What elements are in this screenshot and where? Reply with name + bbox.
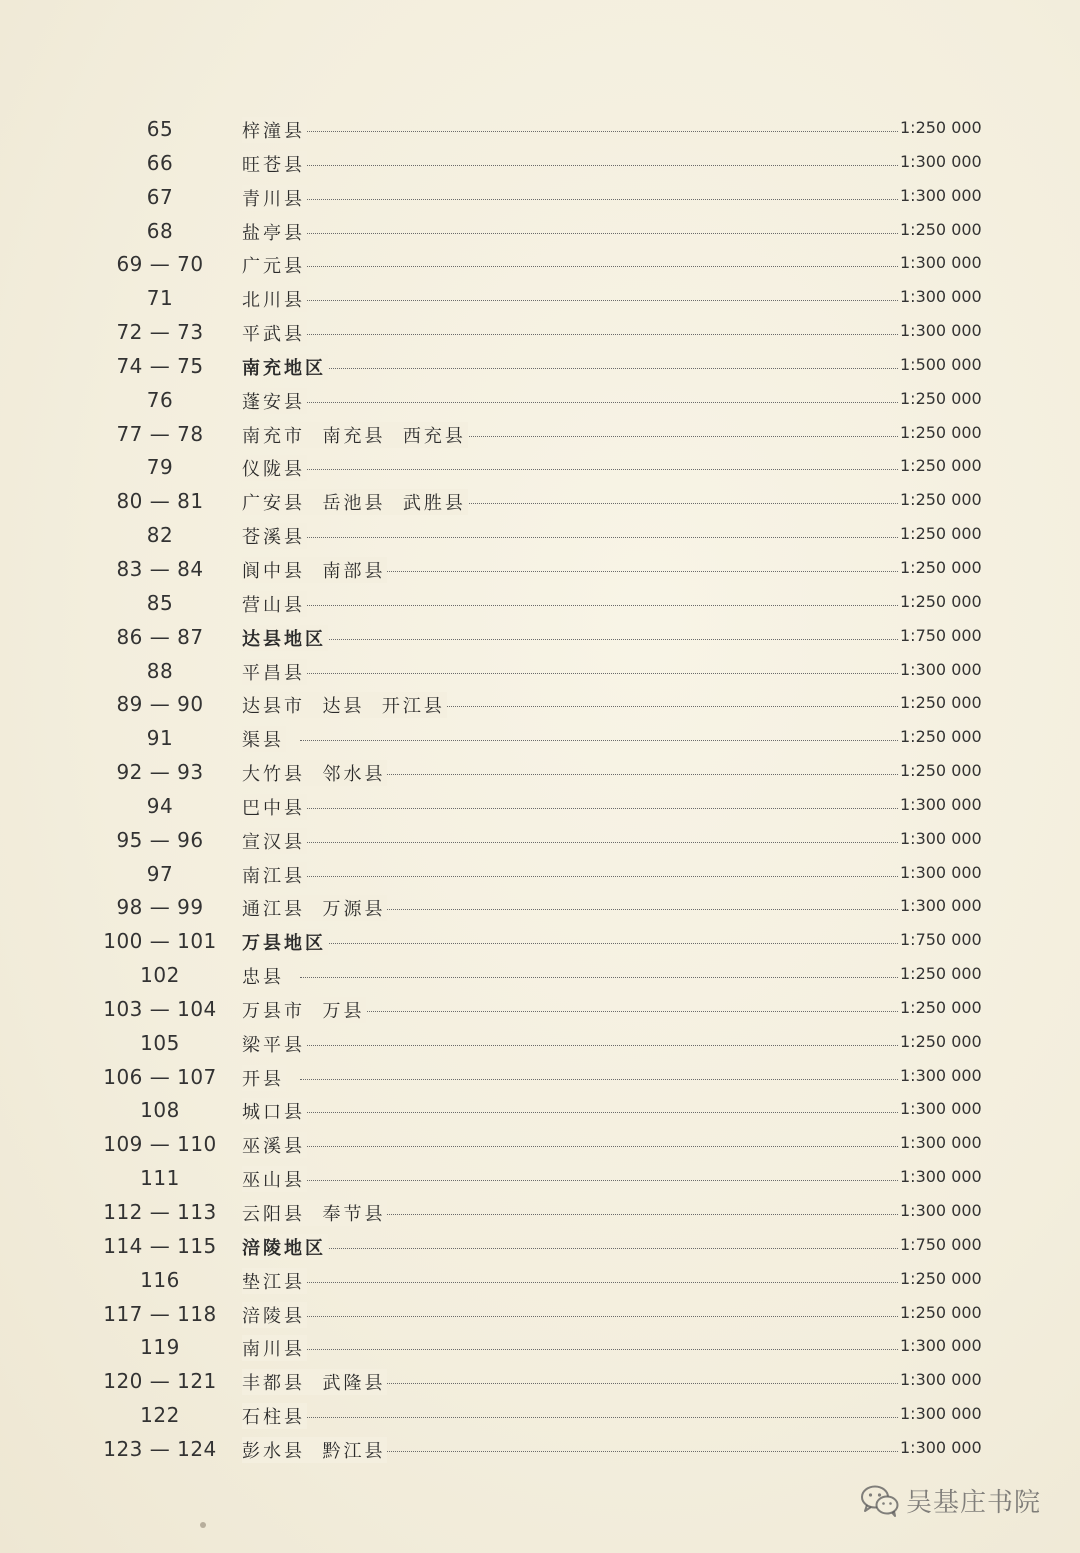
- dot-leader: [300, 639, 898, 640]
- toc-county-title: 石柱县: [242, 1403, 307, 1429]
- toc-map-scale: 1:250 000: [900, 761, 982, 781]
- toc-map-scale: 1:300 000: [900, 1167, 982, 1187]
- toc-page-range: 79: [146, 455, 174, 480]
- toc-map-scale: 1:750 000: [900, 930, 982, 950]
- toc-county-title: 平武县: [242, 320, 307, 346]
- toc-page-range: 85: [146, 590, 174, 615]
- toc-page-range: 119: [140, 1335, 180, 1360]
- toc-map-scale: 1:250 000: [900, 1031, 982, 1051]
- toc-county-title: 广安县 岳池县 武胜县: [242, 489, 468, 515]
- toc-map-scale: 1:250 000: [900, 422, 982, 442]
- toc-map-scale: 1:300 000: [900, 828, 982, 848]
- toc-row: [0, 959, 1080, 993]
- toc-row: [0, 587, 1080, 621]
- toc-page-range: 66: [146, 150, 174, 175]
- toc-county-title: 北川县: [242, 286, 307, 312]
- toc-county-title: 万县市 万县: [242, 997, 366, 1023]
- toc-page-range: 112 — 113: [103, 1200, 217, 1224]
- dot-leader: [300, 1282, 898, 1283]
- toc-map-scale: 1:300 000: [900, 1133, 982, 1153]
- toc-page-range: 111: [140, 1166, 180, 1191]
- toc-row: [0, 790, 1080, 824]
- toc-map-scale: 1:300 000: [900, 1065, 982, 1085]
- toc-page-range: 114 — 115: [103, 1233, 217, 1258]
- toc-page-range: 89 — 90: [116, 692, 204, 717]
- toc-map-scale: 1:750 000: [900, 625, 982, 645]
- toc-row: [0, 1264, 1080, 1298]
- toc-map-scale: 1:300 000: [900, 1370, 982, 1390]
- toc-county-title: 广元县: [242, 252, 307, 278]
- watermark: [860, 1482, 1041, 1519]
- dot-leader: [300, 1011, 898, 1012]
- toc-county-title: 旺苍县: [242, 151, 307, 177]
- dot-leader: [300, 1045, 898, 1046]
- toc-county-title: 梓潼县: [242, 117, 307, 143]
- dot-leader: [300, 605, 898, 606]
- toc-row: [0, 621, 1080, 655]
- toc-page-range: 82: [146, 523, 174, 548]
- toc-page-range: 68: [146, 218, 174, 243]
- dot-leader: [300, 199, 898, 200]
- toc-row: [0, 925, 1080, 959]
- toc-row: [0, 1196, 1080, 1230]
- toc-page-range: 109 — 110: [103, 1132, 217, 1157]
- toc-county-title: 城口县: [242, 1098, 307, 1124]
- toc-county-title: 忠县: [242, 963, 286, 989]
- toc-county-title: 巫溪县: [242, 1132, 307, 1158]
- toc-row: [0, 1061, 1080, 1095]
- toc-row: [0, 756, 1080, 790]
- wechat-icon: [860, 1484, 900, 1518]
- toc-row: [0, 519, 1080, 553]
- toc-page-range: 98 — 99: [116, 895, 204, 920]
- toc-map-scale: 1:250 000: [900, 727, 982, 747]
- dot-leader: [300, 571, 898, 572]
- toc-county-title: 垫江县: [242, 1268, 307, 1294]
- toc-row: [0, 1331, 1080, 1365]
- toc-page-range: 97: [146, 861, 174, 886]
- toc-row: [0, 282, 1080, 316]
- toc-row: [0, 553, 1080, 587]
- toc-map-scale: 1:500 000: [900, 354, 982, 374]
- toc-row: [0, 1433, 1080, 1467]
- dot-leader: [300, 368, 898, 369]
- toc-county-title: 巫山县: [242, 1166, 307, 1192]
- toc-county-title: 苍溪县: [242, 523, 307, 549]
- toc-row: [0, 485, 1080, 519]
- dot-leader: [300, 1112, 898, 1113]
- dot-leader: [300, 1349, 898, 1350]
- toc-county-title: 巴中县: [242, 794, 307, 820]
- toc-county-title: 仪陇县: [242, 455, 307, 481]
- toc-row: [0, 1298, 1080, 1332]
- toc-map-scale: 1:300 000: [900, 1437, 982, 1457]
- toc-page-range: 95 — 96: [116, 827, 204, 852]
- dot-leader: [300, 1214, 898, 1215]
- toc-row: [0, 181, 1080, 215]
- toc-map-scale: 1:250 000: [900, 693, 982, 713]
- toc-row: [0, 1162, 1080, 1196]
- toc-county-title: 平昌县: [242, 659, 307, 685]
- toc-row: [0, 1027, 1080, 1061]
- toc-row: [0, 316, 1080, 350]
- dot-leader: [300, 1417, 898, 1418]
- dot-leader: [300, 1146, 898, 1147]
- toc-county-title: 达县市 达县 开江县: [242, 692, 447, 718]
- toc-page-range: 106 — 107: [103, 1064, 217, 1089]
- toc-county-title: 营山县: [242, 591, 307, 617]
- toc-map-scale: 1:250 000: [900, 964, 982, 984]
- dot-leader: [300, 233, 898, 234]
- toc-county-title: 南川县: [242, 1335, 307, 1361]
- toc-row: [0, 891, 1080, 925]
- toc-page-range: 76: [146, 387, 174, 412]
- dot-leader: [300, 740, 898, 741]
- toc-county-title: 云阳县 奉节县: [242, 1200, 387, 1226]
- toc-row: [0, 1230, 1080, 1264]
- toc-page-range: 86 — 87: [116, 624, 204, 649]
- toc-map-scale: 1:300 000: [900, 862, 982, 882]
- toc-map-scale: 1:300 000: [900, 659, 982, 679]
- toc-row: [0, 1365, 1080, 1399]
- toc-map-scale: 1:250 000: [900, 524, 982, 544]
- toc-county-title: 盐亭县: [242, 219, 307, 245]
- dot-leader: [300, 842, 898, 843]
- dot-leader: [300, 1248, 898, 1249]
- dot-leader: [300, 131, 898, 132]
- dot-leader: [300, 977, 898, 978]
- toc-page-range: 92 — 93: [116, 760, 204, 785]
- toc-page-range: 116: [140, 1267, 180, 1292]
- dot-leader: [300, 909, 898, 910]
- toc-map-scale: 1:300 000: [900, 896, 982, 916]
- toc-map-scale: 1:250 000: [900, 591, 982, 611]
- toc-map-scale: 1:300 000: [900, 321, 982, 341]
- toc-row: [0, 147, 1080, 181]
- toc-region-title: 万县地区: [242, 929, 328, 955]
- toc-map-scale: 1:250 000: [900, 1302, 982, 1322]
- toc-row: [0, 824, 1080, 858]
- toc-page-range: 72 — 73: [116, 320, 204, 345]
- toc-region-title: 南充地区: [242, 354, 328, 380]
- dot-leader: [300, 1180, 898, 1181]
- toc-map-scale: 1:250 000: [900, 490, 982, 510]
- toc-map-scale: 1:250 000: [900, 118, 982, 137]
- dot-leader: [300, 1383, 898, 1384]
- toc-map-scale: 1:300 000: [900, 1336, 982, 1356]
- toc-map-scale: 1:300 000: [900, 253, 982, 273]
- toc-map-scale: 1:300 000: [900, 287, 982, 307]
- toc-county-title: 南充市 南充县 西充县: [242, 422, 468, 448]
- toc-row: [0, 1094, 1080, 1128]
- toc-county-title: 大竹县 邻水县: [242, 760, 387, 786]
- dot-leader: [300, 469, 898, 470]
- toc-page-range: 91: [146, 726, 174, 751]
- toc-row: [0, 113, 1080, 147]
- toc-row: [0, 350, 1080, 384]
- toc-map-scale: 1:250 000: [900, 219, 982, 239]
- toc-page-range: 94: [146, 793, 174, 818]
- dot-leader: [300, 1079, 898, 1080]
- toc-page-range: 67: [146, 184, 174, 209]
- dot-leader: [300, 402, 898, 403]
- watermark-text: 吴基庄书院: [906, 1488, 1042, 1518]
- toc-county-title: 涪陵县: [242, 1302, 307, 1328]
- toc-row: [0, 655, 1080, 689]
- paper-speck: [200, 1522, 206, 1528]
- toc-page-range: 69 — 70: [116, 252, 204, 277]
- toc-map-scale: 1:300 000: [900, 794, 982, 814]
- toc-map-scale: 1:300 000: [900, 185, 982, 205]
- dot-leader: [300, 1316, 898, 1317]
- dot-leader: [300, 1451, 898, 1452]
- toc-page-range: 108: [140, 1098, 180, 1123]
- toc-row: [0, 858, 1080, 892]
- toc-page-range: 122: [140, 1403, 180, 1428]
- toc-map-scale: 1:250 000: [900, 388, 982, 408]
- toc-page-range: 117 — 118: [103, 1301, 217, 1326]
- toc-map-scale: 1:750 000: [900, 1234, 982, 1254]
- toc-map-scale: 1:300 000: [900, 1404, 982, 1424]
- toc-county-title: 渠县: [242, 726, 286, 752]
- dot-leader: [300, 165, 898, 166]
- toc-map-scale: 1:250 000: [900, 456, 982, 476]
- toc-row: [0, 384, 1080, 418]
- toc-page-range: 74 — 75: [116, 353, 204, 378]
- table-of-contents: [0, 113, 1080, 1467]
- toc-row: [0, 1399, 1080, 1433]
- dot-leader: [300, 300, 898, 301]
- toc-page-range: 102: [140, 963, 180, 988]
- toc-row: [0, 993, 1080, 1027]
- toc-county-title: 蓬安县: [242, 388, 307, 414]
- toc-page-range: 80 — 81: [116, 489, 204, 514]
- toc-page-range: 88: [146, 658, 174, 683]
- toc-page-range: 105: [140, 1030, 180, 1055]
- toc-page-range: 77 — 78: [116, 421, 204, 446]
- toc-map-scale: 1:300 000: [900, 151, 982, 171]
- toc-map-scale: 1:250 000: [900, 997, 982, 1017]
- toc-county-title: 开县: [242, 1065, 286, 1091]
- toc-row: [0, 688, 1080, 722]
- toc-page-range: 83 — 84: [116, 556, 204, 581]
- toc-page-range: 120 — 121: [103, 1369, 217, 1394]
- toc-county-title: 梁平县: [242, 1031, 307, 1057]
- toc-map-scale: 1:300 000: [900, 1099, 982, 1119]
- toc-region-title: 涪陵地区: [242, 1234, 328, 1260]
- toc-row: [0, 1128, 1080, 1162]
- dot-leader: [300, 334, 898, 335]
- toc-row: [0, 722, 1080, 756]
- toc-region-title: 达县地区: [242, 625, 328, 651]
- toc-page-range: 100 — 101: [103, 929, 217, 954]
- toc-county-title: 阆中县 南部县: [242, 557, 387, 583]
- toc-county-title: 通江县 万源县: [242, 895, 387, 921]
- dot-leader: [300, 774, 898, 775]
- toc-row: [0, 418, 1080, 452]
- toc-page-range: 103 — 104: [103, 996, 217, 1021]
- toc-county-title: 丰都县 武隆县: [242, 1369, 387, 1395]
- toc-row: [0, 451, 1080, 485]
- dot-leader: [300, 876, 898, 877]
- toc-page-range: 123 — 124: [103, 1436, 217, 1461]
- toc-row: [0, 215, 1080, 249]
- toc-page-range: 71: [146, 286, 174, 311]
- toc-county-title: 南江县: [242, 862, 307, 888]
- toc-map-scale: 1:250 000: [900, 557, 982, 577]
- toc-county-title: 青川县: [242, 185, 307, 211]
- dot-leader: [300, 943, 898, 944]
- dot-leader: [300, 808, 898, 809]
- toc-map-scale: 1:300 000: [900, 1201, 982, 1220]
- toc-map-scale: 1:250 000: [900, 1268, 982, 1288]
- toc-page-range: 65: [146, 117, 174, 141]
- dot-leader: [300, 537, 898, 538]
- toc-county-title: 宣汉县: [242, 828, 307, 854]
- toc-county-title: 彭水县 黔江县: [242, 1437, 387, 1463]
- toc-row: [0, 248, 1080, 282]
- dot-leader: [300, 266, 898, 267]
- dot-leader: [300, 673, 898, 674]
